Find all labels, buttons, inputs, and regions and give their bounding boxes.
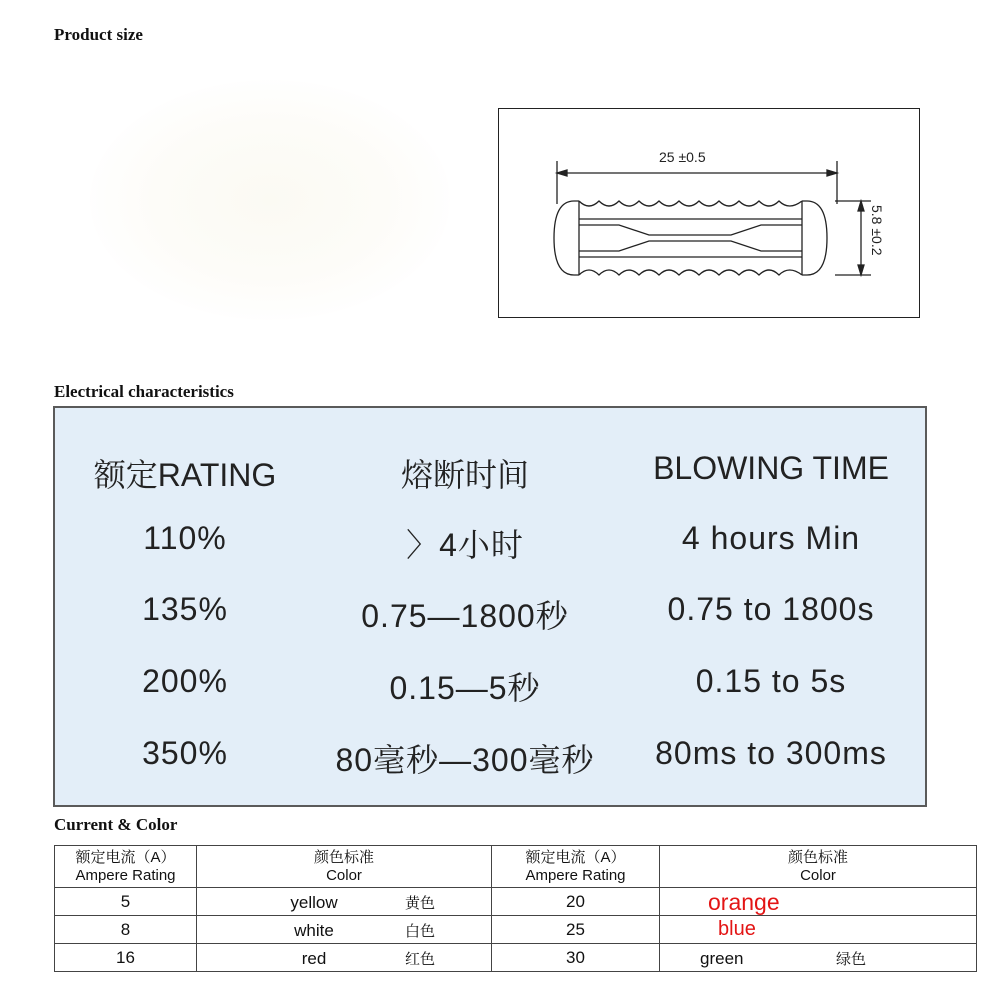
- product-size-title: Product size: [54, 25, 143, 44]
- color-cell: [197, 916, 492, 944]
- length-dimension-label: 25 ±0.5: [659, 149, 706, 165]
- cn-time-value: 〉4小时: [406, 527, 524, 563]
- ampere-value: 25: [492, 916, 660, 944]
- header-color-right: [660, 846, 977, 888]
- header-color-left: [197, 846, 492, 888]
- color-cell: [197, 944, 492, 972]
- color-cell: [197, 888, 492, 916]
- electrical-row: [55, 591, 925, 641]
- electrical-row: [55, 663, 925, 713]
- color-header-en: Color: [800, 866, 836, 884]
- header-cn-time: 熔断时间: [400, 457, 529, 493]
- color-en: blue: [718, 918, 756, 940]
- cn-time-value: 0.15—5秒: [389, 670, 541, 706]
- electrical-row: [55, 520, 925, 570]
- color-cell: [660, 916, 977, 944]
- electrical-characteristics-title: Electrical characteristics: [54, 382, 234, 401]
- rating-value: 135%: [142, 591, 228, 627]
- ampere-header-en: Ampere Rating: [525, 866, 626, 884]
- color-en: white: [294, 921, 334, 940]
- color-cn: 绿色: [835, 951, 866, 968]
- en-time-value: 4 hours Min: [681, 520, 861, 556]
- ampere-value: 16: [55, 944, 197, 972]
- table-row: [55, 888, 977, 916]
- header-blowing-time: BLOWING TIME: [653, 450, 889, 486]
- ampere-header-cn: 额定电流（A）: [75, 848, 176, 866]
- en-time-value: 0.75 to 1800s: [667, 591, 875, 627]
- cn-time-value: 0.75—1800秒: [361, 598, 569, 634]
- electrical-row: [55, 735, 925, 785]
- color-cell: [660, 888, 977, 916]
- fuse-outline-drawing: [499, 109, 921, 319]
- ampere-value: 5: [55, 888, 197, 916]
- color-en: red: [301, 949, 327, 968]
- rating-value: 110%: [143, 520, 227, 556]
- header-rating: 额定RATING: [93, 457, 277, 493]
- cn-time-value: 80毫秒—300毫秒: [335, 742, 595, 778]
- color-header-en: Color: [326, 866, 362, 884]
- ampere-value: 20: [492, 888, 660, 916]
- color-en: green: [700, 949, 744, 968]
- header-ampere-rating-right: [492, 846, 660, 888]
- current-color-table: [54, 845, 977, 972]
- header-ampere-rating-left: [55, 846, 197, 888]
- electrical-characteristics-panel: [53, 406, 927, 807]
- ampere-value: 30: [492, 944, 660, 972]
- rating-value: 200%: [142, 663, 228, 699]
- en-time-value: 0.15 to 5s: [695, 663, 847, 699]
- color-en: yellow: [290, 893, 338, 912]
- color-cell: [660, 944, 977, 972]
- ampere-header-cn: 额定电流（A）: [525, 848, 626, 866]
- table-header-row: [55, 846, 977, 888]
- table-row: [55, 916, 977, 944]
- en-time-value: 80ms to 300ms: [655, 735, 887, 771]
- width-dimension-label: 5.8 ±0.2: [869, 205, 885, 256]
- product-photo: [90, 80, 450, 320]
- color-cn: 白色: [404, 923, 435, 940]
- dimension-drawing: [498, 108, 920, 318]
- current-color-title: Current & Color: [54, 815, 178, 834]
- table-row: [55, 944, 977, 972]
- ampere-value: 8: [55, 916, 197, 944]
- color-cn: 黄色: [404, 895, 435, 912]
- rating-value: 350%: [142, 735, 228, 771]
- color-cn: 红色: [404, 951, 435, 968]
- electrical-header-row: [55, 450, 925, 500]
- color-en: orange: [708, 889, 780, 915]
- color-header-cn: 颜色标准: [787, 848, 848, 866]
- ampere-header-en: Ampere Rating: [75, 866, 176, 884]
- color-header-cn: 颜色标准: [313, 848, 374, 866]
